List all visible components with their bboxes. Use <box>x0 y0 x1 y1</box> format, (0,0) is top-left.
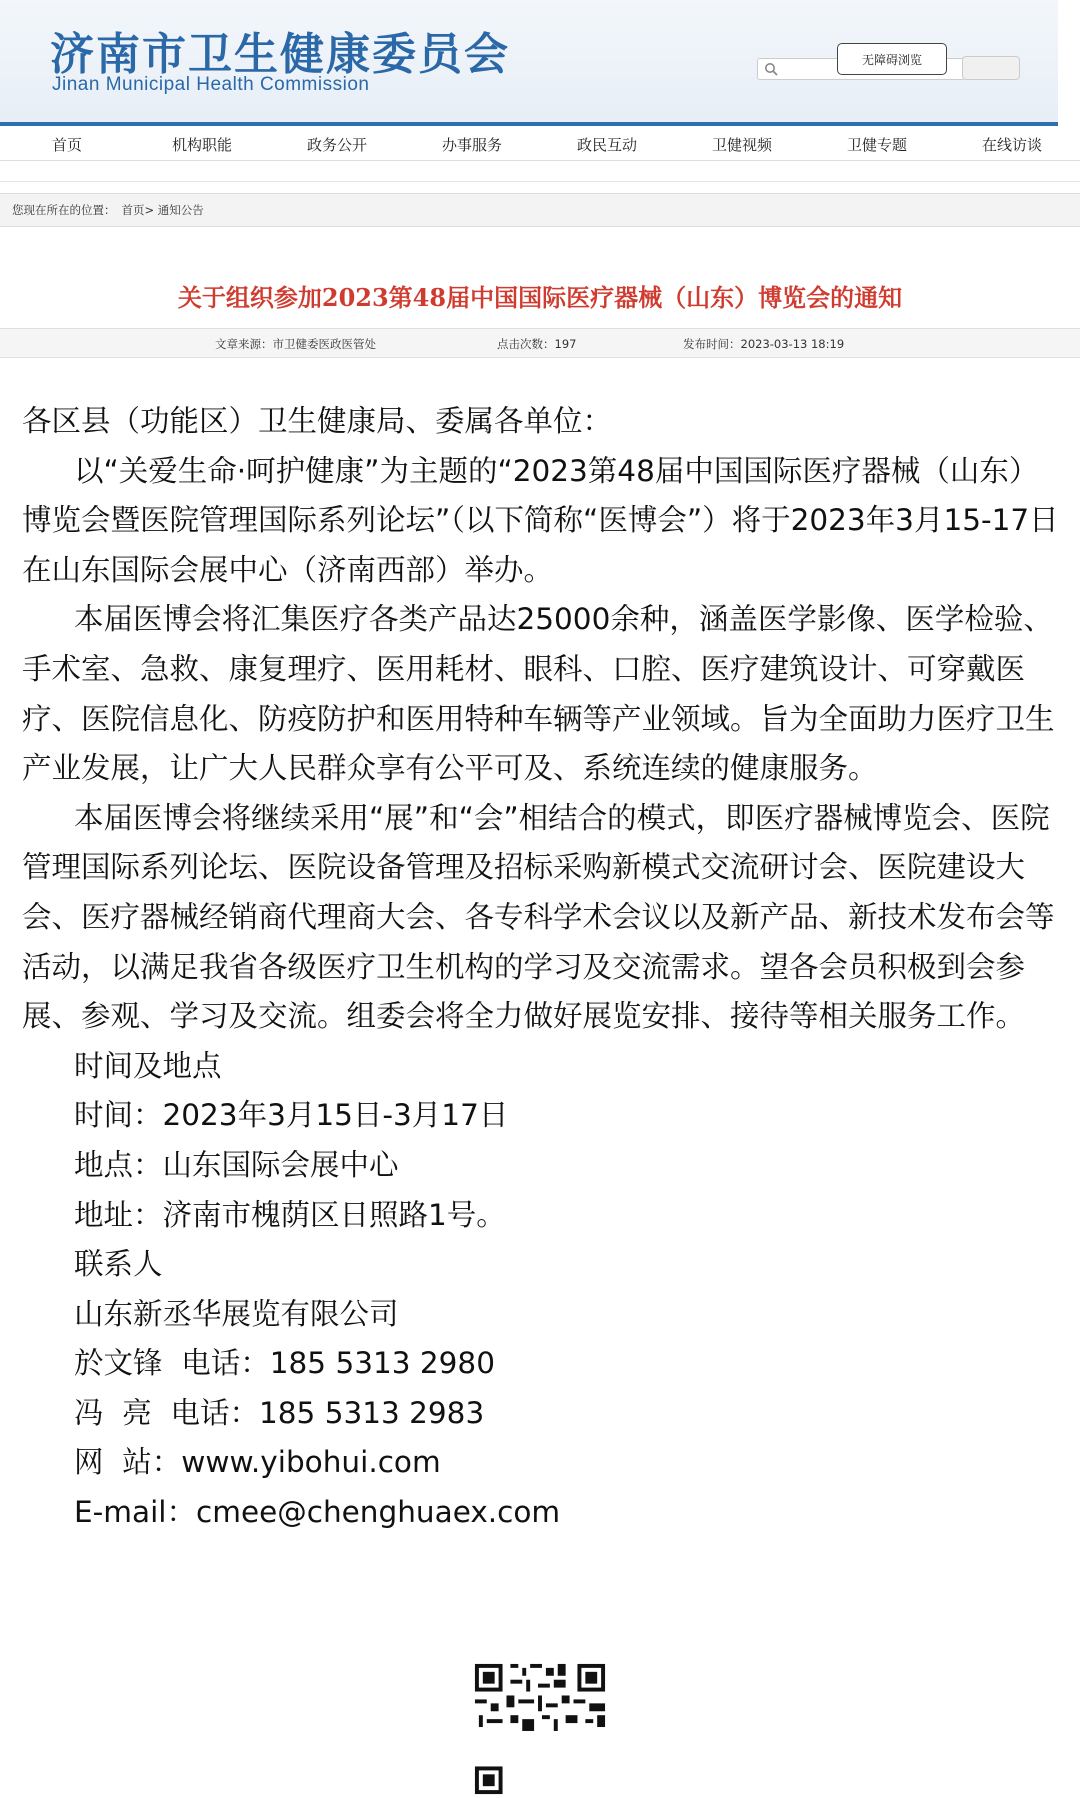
article-source: 文章来源：市卫健委医政医管处 <box>215 337 376 351</box>
paragraph-intro: 以“关爱生命·呵护健康”为主题的“2023第48届中国国际医疗器械（山东）博览会暨医院管理国际系列论坛”（以下简称“医博会”）将于2023年3月15-17日在山东国际会展中心（济南西部）举办。 <box>22 453 1059 587</box>
detail-company: 山东新丞华展览有限公司 <box>74 1296 399 1331</box>
sub-nav-bar <box>0 161 1080 182</box>
breadcrumb <box>0 193 1080 227</box>
nav-item-video[interactable]: 卫健视频 <box>711 136 773 154</box>
detail-contact-1: 於文锋 电话：185 5313 2980 <box>74 1346 495 1381</box>
detail-place: 地点：山东国际会展中心 <box>74 1147 399 1182</box>
nav-item-gov-affairs[interactable]: 政务公开 <box>306 136 368 154</box>
breadcrumb-prefix: 您现在所在的位置： <box>12 203 116 217</box>
article-meta <box>0 328 1080 358</box>
search-icon <box>764 62 778 76</box>
site-header <box>0 0 1058 126</box>
main-nav <box>0 126 1080 161</box>
article-time: 发布时间：2023-03-13 18:19 <box>683 337 845 351</box>
detail-contact-2: 冯 亮 电话：185 5313 2983 <box>74 1395 485 1430</box>
qr-code-image <box>400 1660 680 1798</box>
nav-item-services[interactable]: 办事服务 <box>441 136 503 154</box>
paragraph-salutation: 各区县（功能区）卫生健康局、委属各单位： <box>22 404 613 438</box>
article-title: 关于组织参加2023第48届中国国际医疗器械（山东）博览会的通知 <box>177 283 903 312</box>
qr-code-icon <box>400 1660 680 1798</box>
detail-address: 地址：济南市槐荫区日照路1号。 <box>74 1197 506 1232</box>
detail-email: E-mail：cmee@chenghuaex.com <box>74 1495 561 1530</box>
site-logo-title[interactable]: 济南市卫生健康委员会 <box>50 29 510 80</box>
breadcrumb-path[interactable]: 首页> 通知公告 <box>121 203 204 217</box>
paragraph-format: 本届医博会将继续采用“展”和“会”相结合的模式，即医疗器械博览会、医院管理国际系列论坛、医院设备管理及招标采购新模式交流研讨会、医院建设大会、医疗器械经销商代理商大会、各专科学术会议以及新产品、新技术发布会等活动，以满足我省各级医疗卫生机构的学习及交流需求。望各会员积极到会参展、参观、学习及交流。组委会将全力做好展览安排、接待等相关服务工作。 <box>22 800 1055 1034</box>
nav-item-topics[interactable]: 卫健专题 <box>846 136 908 154</box>
article-body <box>22 397 1062 1538</box>
search-button[interactable] <box>962 56 1020 80</box>
nav-item-interview[interactable]: 在线访谈 <box>981 136 1043 154</box>
detail-time: 时间：2023年3月15日-3月17日 <box>74 1098 509 1133</box>
accessibility-button[interactable]: 无障碍浏览 <box>837 43 947 75</box>
paragraph-scope: 本届医博会将汇集医疗各类产品达25000余种，涵盖医学影像、医学检验、手术室、急救、康复理疗、医用耗材、眼科、口腔、医疗建筑设计、可穿戴医疗、医院信息化、防疫防护和医用特种车辆等产业领域。旨为全面助力医疗卫生产业发展，让广大人民群众享有公平可及、系统连续的健康服务。 <box>22 602 1055 786</box>
site-logo-subtitle: Jinan Municipal Health Commission <box>52 74 370 95</box>
detail-heading-time-place: 时间及地点 <box>74 1048 222 1083</box>
article-clicks: 点击次数：197 <box>497 337 577 351</box>
detail-heading-contact: 联系人 <box>74 1247 163 1282</box>
nav-item-functions[interactable]: 机构职能 <box>171 136 233 154</box>
nav-item-interaction[interactable]: 政民互动 <box>576 136 638 154</box>
detail-website: 网 站：www.yibohui.com <box>74 1445 441 1480</box>
nav-item-home[interactable]: 首页 <box>51 136 83 154</box>
